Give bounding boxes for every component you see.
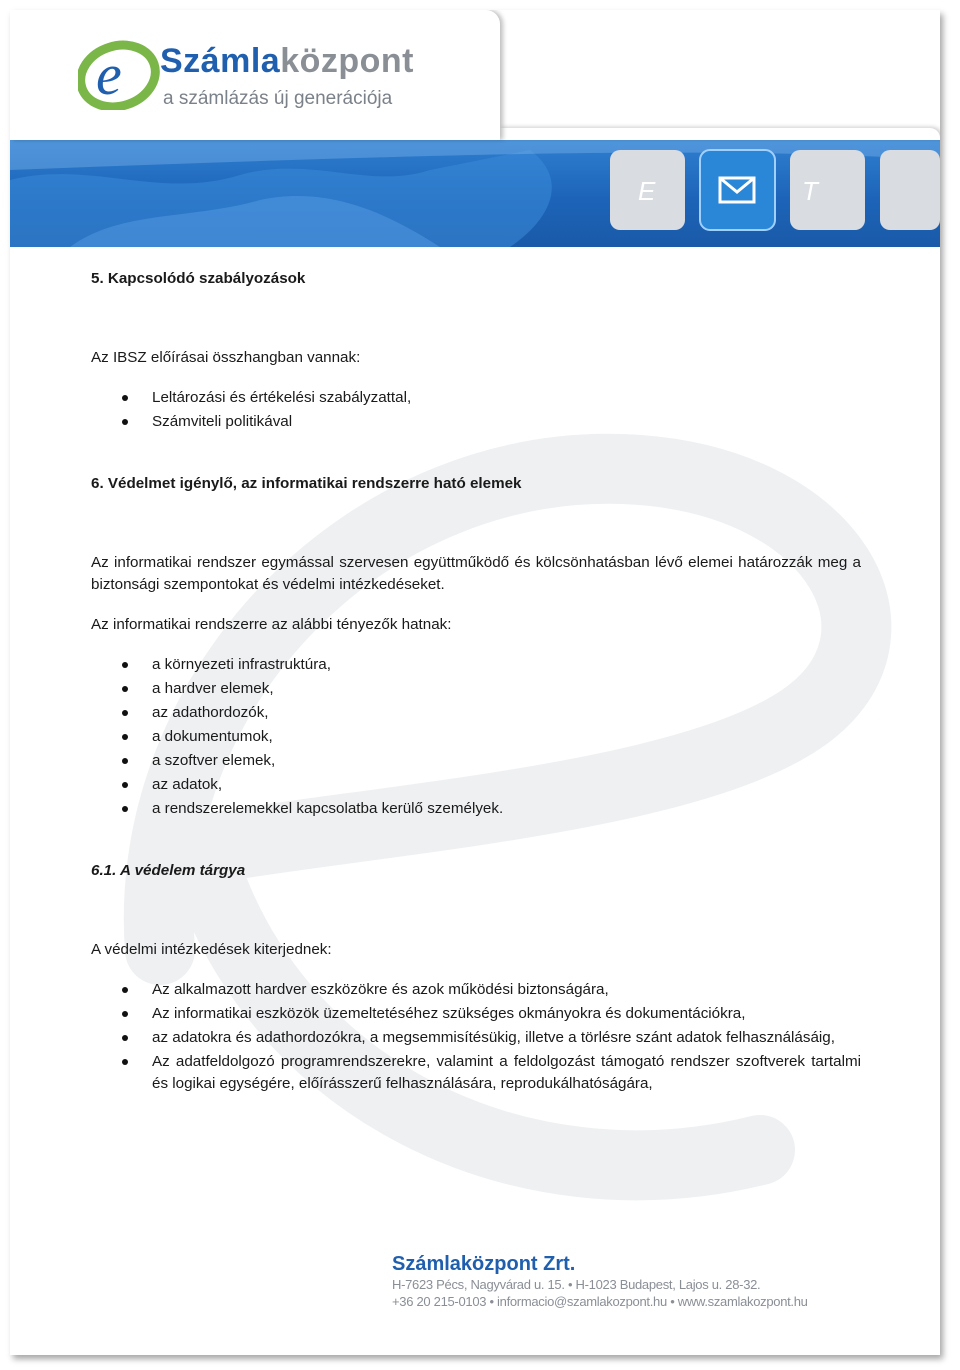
section-5-heading: 5. Kapcsolódó szabályozások (91, 270, 306, 287)
logo-title-part-a: Számla (160, 42, 281, 80)
footer-company-name: Számlaközpont Zrt. (392, 1253, 576, 1275)
footer-address: H-7623 Pécs, Nagyvárad u. 15. • H-1023 Budapest, Lajos u. 28-32. (392, 1277, 761, 1292)
section-6-1-heading: 6.1. A védelem tárgya (91, 862, 246, 879)
page-footer (392, 1253, 808, 1310)
footer-contact: +36 20 215-0103 • informacio@szamlakozpont.hu • www.szamlakozpont.hu (392, 1294, 808, 1309)
list-item: Az alkalmazott hardver eszközökre és azok működési biztonságára, (91, 979, 861, 1001)
list-item: az adatokra és adathordozókra, a megsemmisítésükig, illetve a törlésre szánt adatok felhasználásáig, (91, 1027, 861, 1049)
list-item: a dokumentumok, (91, 726, 861, 748)
key-letter-e: E (638, 176, 656, 206)
list-item: Az adatfeldolgozó programrendszerekre, valamint a feldolgozást támogató rendszer szoftverek tartalmi és logikai egységére, előírásszerű felhasználására, reprodukálhatóságára, (91, 1051, 861, 1095)
document-page (10, 10, 940, 1355)
section-5-list (91, 387, 861, 433)
list-item: az adathordozók, (91, 702, 861, 724)
logo-letter: e (96, 42, 122, 107)
list-item: Számviteli politikával (91, 411, 861, 433)
section-6-1-list (91, 979, 861, 1095)
keyboard-keys-graphic (610, 150, 940, 230)
header-banner (10, 140, 940, 247)
key-letter-t: T (802, 176, 818, 206)
list-item: Leltározási és értékelési szabályzattal, (91, 387, 861, 409)
list-item: a szoftver elemek, (91, 750, 861, 772)
section-6-heading: 6. Védelmet igénylő, az informatikai rendszerre ható elemek (91, 475, 522, 492)
company-logo-icon (78, 40, 162, 110)
list-item: a rendszerelemekkel kapcsolatba kerülő személyek. (91, 798, 861, 820)
section-6-list (91, 654, 861, 820)
section-6-paragraph: Az informatikai rendszer egymással szervesen együttműködő és kölcsönhatásban lévő elemei határozzák meg a biztonsági szempontokat és védelmi intézkedéseket. (91, 554, 861, 593)
world-map-graphic (10, 140, 940, 247)
list-item: Az informatikai eszközök üzemeltetéséhez szükséges okmányokra és dokumentációkra, (91, 1003, 861, 1025)
list-item: a hardver elemek, (91, 678, 861, 700)
section-6-factors-intro: Az informatikai rendszerre az alábbi tényezők hatnak: (91, 616, 452, 633)
logo-title-part-b: központ (280, 42, 414, 80)
list-item: az adatok, (91, 774, 861, 796)
logo-subtitle: a számlázás új generációja (163, 88, 393, 109)
document-body (91, 268, 861, 1097)
header-strip (500, 128, 940, 140)
section-5-intro: Az IBSZ előírásai összhangban vannak: (91, 349, 361, 366)
list-item: a környezeti infrastruktúra, (91, 654, 861, 676)
section-6-1-intro: A védelmi intézkedések kiterjednek: (91, 941, 332, 958)
logo-title (160, 42, 414, 81)
